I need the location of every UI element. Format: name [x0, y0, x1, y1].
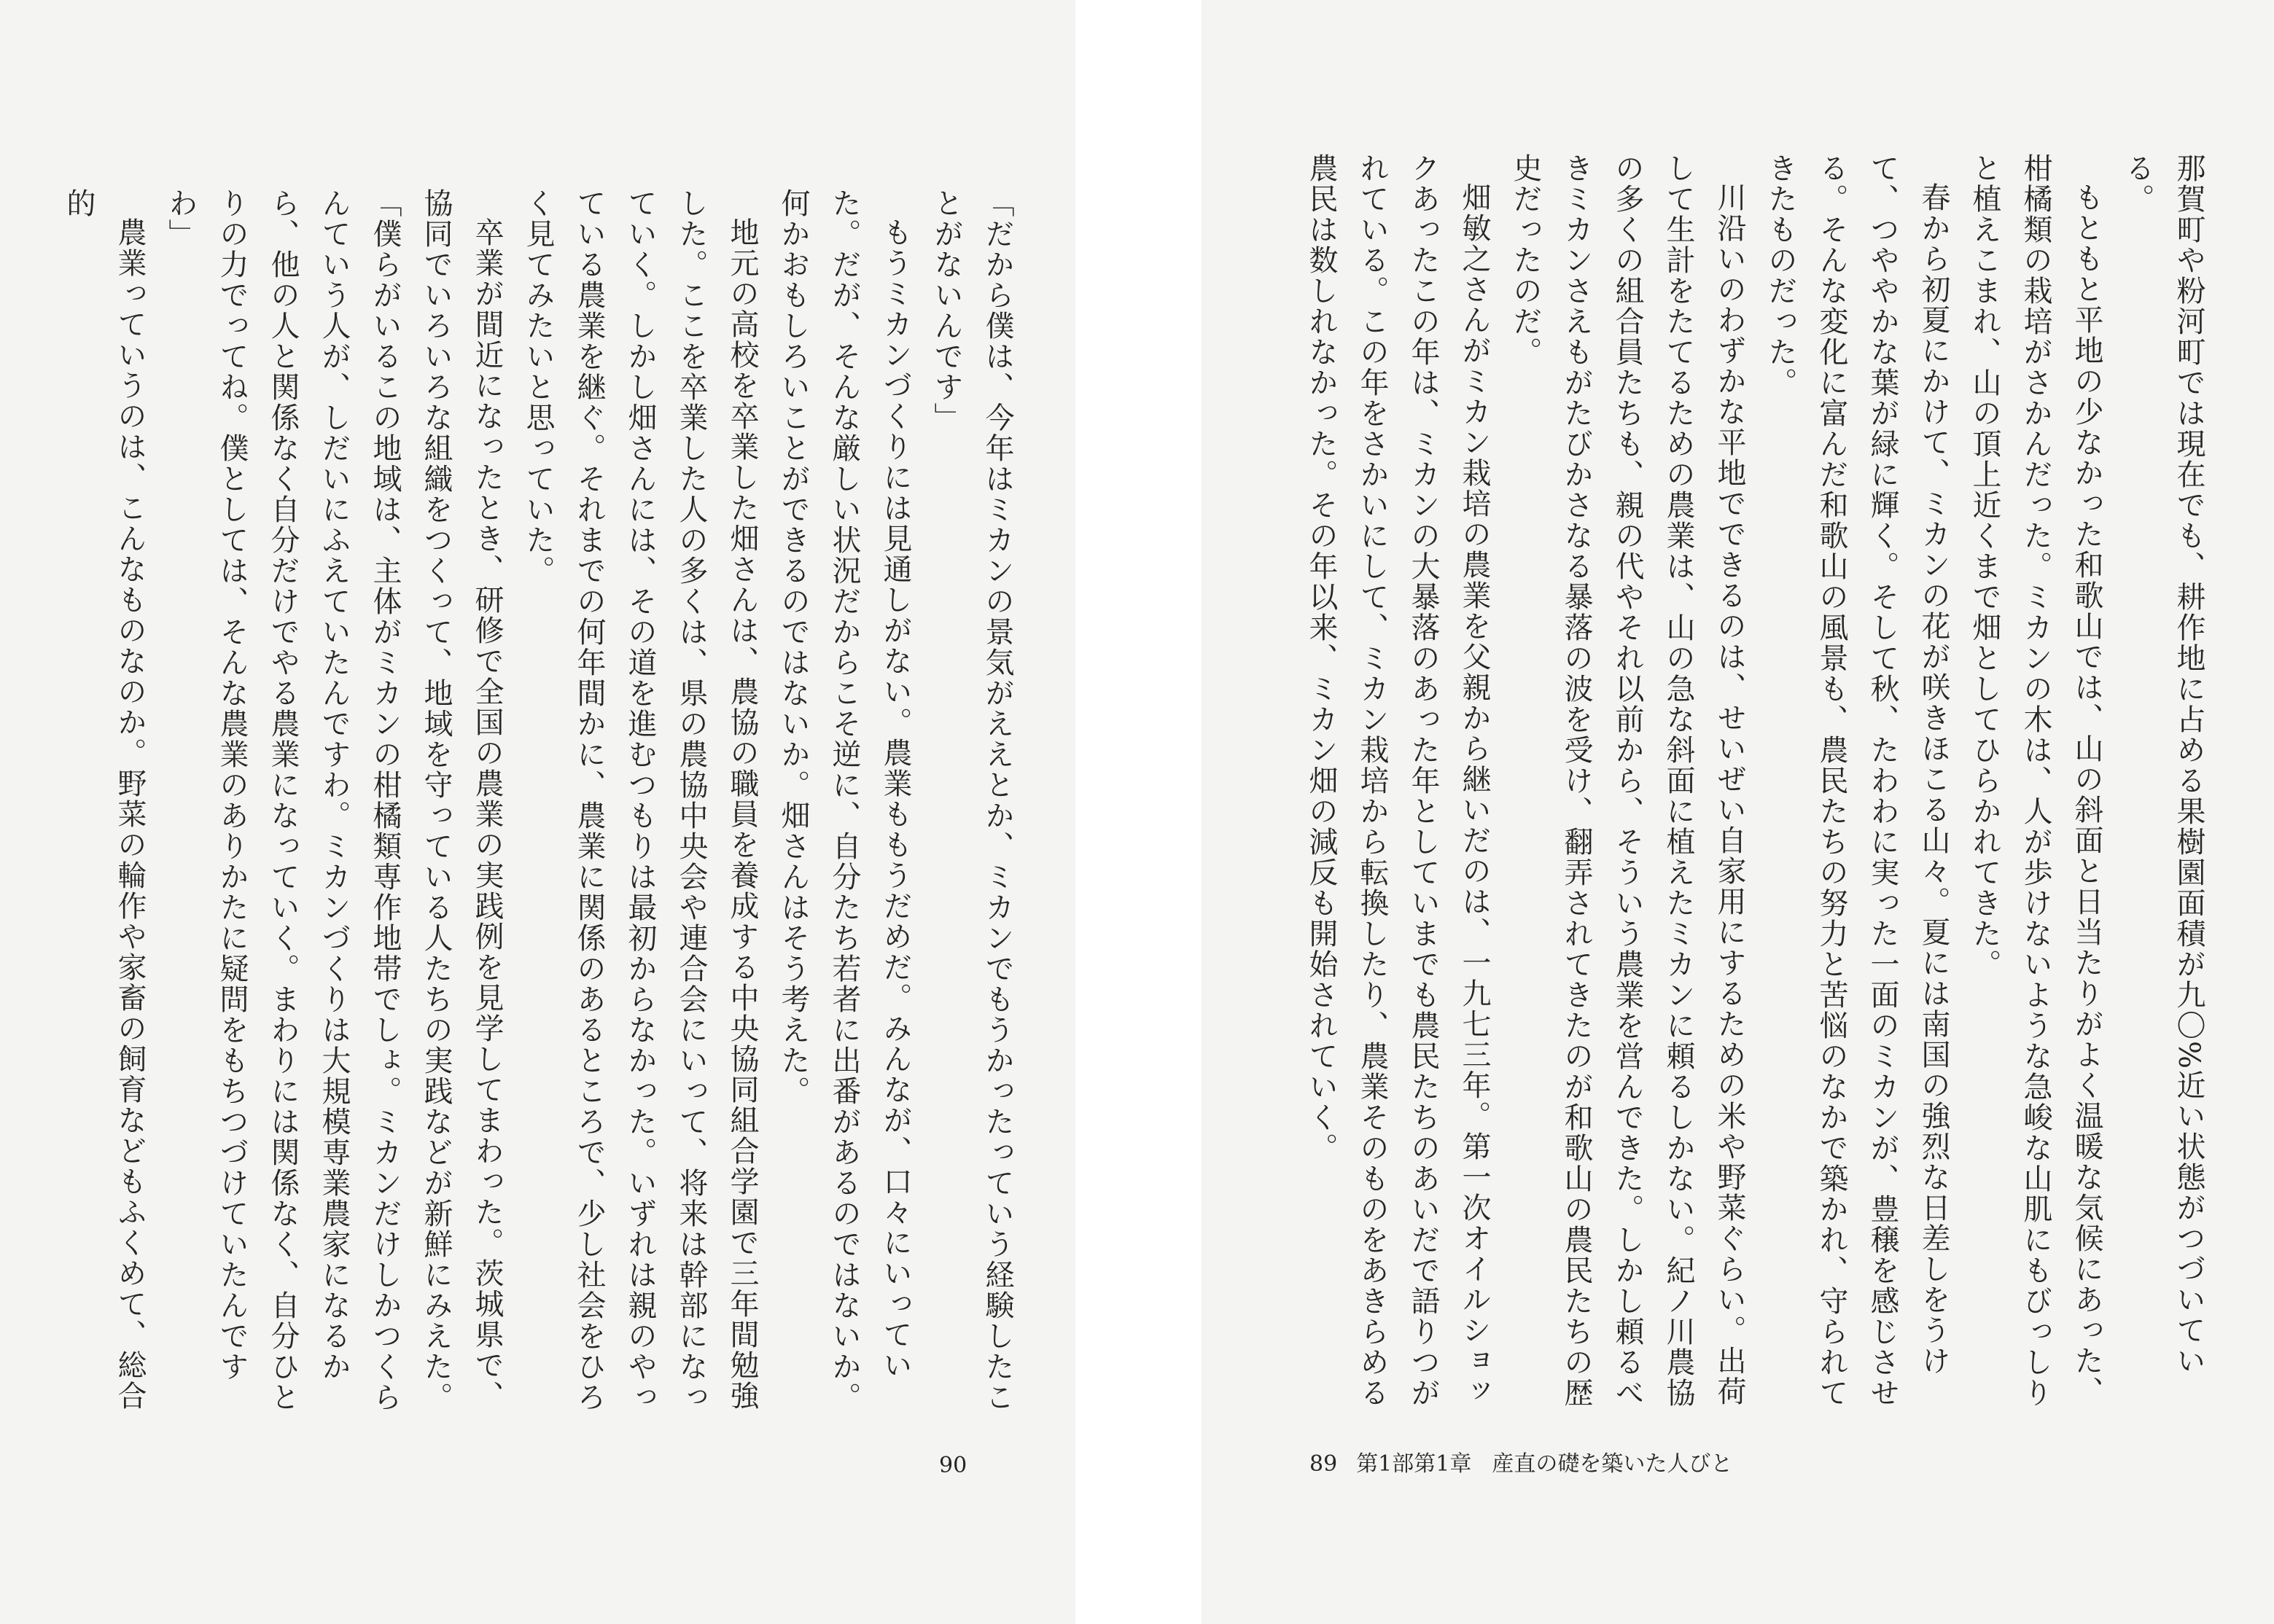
paragraph: もうミカンづくりには見通しがない。農業ももうだめだ。みんなが、口々にいっていた。だが、そんな厳しい状況だからこそ逆に、自分たち若者に出番があるのではないか。何かおもしろいことができるのではないか。畑さんはそう考えた。 [776, 188, 912, 1413]
left-page-body [62, 188, 1023, 1413]
paragraph: 川沿いのわずかな平地でできるのは、せいぜい自家用にするための米や野菜ぐらい。出荷して生計をたてるための農業は、山の急な斜面に植えたミカンに頼るしかない。紀ノ川農協の多くの組合員たちも、親の代やそれ以前から、そういう農業を営んできた。しかし頼るべきミカンさえもがたびかさなる暴落の波を受け、翻弄されてきたのが和歌山の農民たちの歴史だったのだ。 [1508, 153, 1746, 1408]
right-page [1202, 0, 2274, 1624]
running-footer [1309, 1445, 1732, 1477]
paragraph: 春から初夏にかけて、ミカンの花が咲きほこる山々。夏には南国の強烈な日差しをうけて、つややかな葉が緑に輝く。そして秋、たわわに実った一面のミカンが、豊穣を感じさせる。そんな変化に富んだ和歌山の風景も、農民たちの努力と苦悩のなかで築かれ、守られてきたものだった。 [1764, 153, 1950, 1408]
paragraph: 「僕らがいるこの地域は、主体がミカンの柑橘類専作地帯でしょ。ミカンだけしかつくらんていう人が、しだいにふえていたんですわ。ミカンづくりは大規模専業農家になるから、他の人と関係なく自分だけでやる農業になっていく。まわりには関係なく、自分ひとりの力でってね。僕としては、そんな農業のありかたに疑問をもちつづけていたんですわ」 [164, 188, 402, 1413]
paragraph: 「だから僕は、今年はミカンの景気がええとか、ミカンでもうかったっていう経験したことがないんです」 [930, 188, 1014, 1413]
left-page [0, 0, 1075, 1624]
paragraph: 農業っていうのは、こんなものなのか。野菜の輪作や家畜の飼育などもふくめて、総合的 [62, 188, 147, 1411]
page-number: 89 [1309, 1451, 1338, 1477]
chapter-label: 第1部第1章 [1356, 1451, 1472, 1477]
paragraph: もともと平地の少なかった和歌山では、山の斜面と日当たりがよく温暖な気候にあった、柑橘類の栽培がさかんだった。ミカンの木は、人が歩けないような急峻な山肌にもびっしりと植えこまれ、山の頂上近くまで畑としてひらかれてきた。 [1968, 153, 2103, 1408]
page-number: 90 [939, 1453, 967, 1478]
paragraph: 地元の高校を卒業した畑さんは、農協の職員を養成する中央協同組合学園で三年間勉強した。ここを卒業した人の多くは、県の農協中央会や連合会にいって、将来は幹部になっていく。しかし畑さんには、その道を進むつもりは最初からなかった。いずれは親のやっている農業を継ぐ。それまでの何年間かに、農業に関係のあるところで、少し社会をひろく見てみたいと思っていた。 [521, 188, 759, 1413]
paragraph: 卒業が間近になったとき、研修で全国の農業の実践例を見学してまわった。茨城県で、協同でいろいろな組織をつくって、地域を守っている人たちの実践などが新鮮にみえた。 [419, 188, 504, 1413]
chapter-title: 産直の礎を築いた人びと [1492, 1451, 1733, 1477]
paragraph: 那賀町や粉河町では現在でも、耕作地に占める果樹園面積が九〇%近い状態がつづいている。 [2121, 153, 2205, 1377]
right-page-body [1304, 153, 2214, 1429]
paragraph: 畑敏之さんがミカン栽培の農業を父親から継いだのは、一九七三年。第一次オイルショックあったこの年は、ミカンの大暴落のあった年としていまでも農民たちのあいだで語りつがれている。この年をさかいにして、ミカン栽培から転換したり、農業そのものをあきらめる農民は数しれなかった。その年以来、ミカン畑の減反も開始されていく。 [1304, 153, 1491, 1408]
